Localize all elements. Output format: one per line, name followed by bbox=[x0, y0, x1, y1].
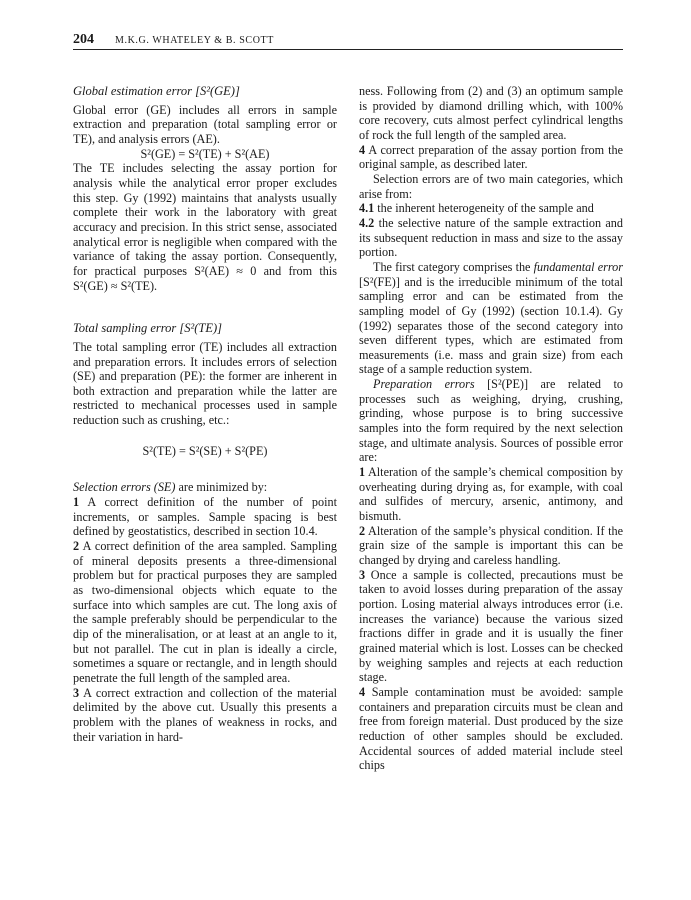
page-number: 204 bbox=[73, 32, 94, 47]
right-column bbox=[359, 84, 623, 773]
equation-ge: S²(GE) = S²(TE) + S²(AE) bbox=[140, 146, 270, 161]
paragraph-fundamental-error: The first category comprises the fundamental error [S²(FE)] and is the irreducible minimum of the total sampling error and can be estimated from the sampling model of Gy (1992) (section 10.1.4). Gy (1992) separates those of the second category into seven different types, which are estimated from measurements (i.e. mass and grain size) from each stage of a sample reduction system. bbox=[359, 259, 623, 377]
heading-total-sampling-error: Total sampling error [S²(TE)] bbox=[73, 321, 223, 336]
source-item-3: 3 Once a sample is collected, precautions must be taken to avoid losses during preparation of the assay portion. Losing material always introduces error (i.e. increases the variance) because the various sized fractions differ in grade and it is usually the finer grained material which is lost. Losses can be checked by weighing samples and rejects at each reduction stage. bbox=[359, 567, 623, 685]
paragraph-continuation: ness. Following from (2) and (3) an optimum sample is provided by diamond drilling which, with 100% core recovery, cuts almost perfect cylindrical lengths of rock the full length of the sampled area. bbox=[359, 84, 623, 142]
category-4-1: 4.1 the inherent heterogeneity of the sample and bbox=[359, 201, 594, 216]
source-item-2: 2 Alteration of the sample’s physical condition. If the grain size of the sample is important this can be changed by drying and careless handling. bbox=[359, 523, 623, 567]
list-item-1: 1 A correct definition of the number of point increments, or samples. Sample spacing is best defined by geostatistics, described in section 10.4. bbox=[73, 495, 337, 539]
header-rule bbox=[73, 49, 623, 50]
selection-errors-term: Selection errors (SE) bbox=[73, 480, 176, 495]
running-authors: M.K.G. WHATELEY & B. SCOTT bbox=[115, 35, 274, 46]
running-header bbox=[73, 26, 623, 50]
source-item-1: 1 Alteration of the sample’s chemical composition by overheating during drying as, for example, with coal and sulfides of mercury, arsenic, antimony, and bismuth. bbox=[359, 465, 623, 524]
fundamental-error-term: fundamental error bbox=[533, 259, 623, 274]
heading-global-estimation-error: Global estimation error [S²(GE)] bbox=[73, 84, 240, 98]
equation-te: S²(TE) = S²(SE) + S²(PE) bbox=[142, 443, 268, 458]
paragraph-preparation-errors: Preparation errors [S²(PE)] are related to processes such as weighing, drying, crushing, grinding, whose purpose is to bring successive samples into the form required by the next selection stage, and ultimate analysis. Sources of possible error are: bbox=[359, 377, 623, 465]
paragraph-global-error: Global error (GE) includes all errors in sample extraction and preparation (total sampling error or TE), and analysis errors (AE). bbox=[73, 102, 337, 146]
paragraph-selection-categories: Selection errors are of two main categories, which arise from: bbox=[359, 171, 623, 201]
left-column bbox=[73, 84, 337, 744]
list-item-2: 2 A correct definition of the area sampled. Sampling of mineral deposits presents a three-dimensional problem but for practical purposes they are sampled as two-dimensional objects which equate to the surface into which samples are cut. The long axis of the sample preferably should be perpendicular to the dip of the mineralisation, or at least at an angle to it, but not parallel. The cut in plan is ideally a circle, sometimes a square or rectangle, and in length should penetrate the full length of the sampled area. bbox=[73, 539, 337, 685]
source-item-4: 4 Sample contamination must be avoided: sample containers and preparation circuits must be clean and free from foreign material. Dust produced by the size reduction of other samples should be excluded. Accidental sources of added material include steel chips bbox=[359, 684, 623, 773]
preparation-errors-term: Preparation errors bbox=[373, 377, 475, 392]
list-item-3: 3 A correct extraction and collection of the material delimited by the above cut. Usually this presents a problem with the planes of weakness in rocks, and their variation in hard- bbox=[73, 685, 337, 744]
list-item-4: 4 A correct preparation of the assay portion from the original sample, as described later. bbox=[359, 142, 623, 172]
paragraph-total-sampling: The total sampling error (TE) includes all extraction and preparation errors. It includes errors of selection (SE) and preparation (PE): the former are inherent in both extraction and preparation while the latter are restricted to mechanical processes used in sample reduction such as crushing, etc.: bbox=[73, 339, 337, 428]
category-4-2: 4.2 the selective nature of the sample extraction and its subsequent reduction in mass and size to the assay portion. bbox=[359, 215, 623, 260]
paragraph-te: The TE includes selecting the assay portion for analysis while the analytical error proper excludes this step. Gy (1992) maintains that analysts usually complete their work in the laboratory with great accuracy and precision. In this strict sense, associated analytical error is negligible when compared with the variance of taking the assay portion. Consequently, for practical purposes S²(AE) ≈ 0 and from this S²(GE) ≈ S²(TE). bbox=[73, 161, 337, 293]
paragraph-selection-intro: Selection errors (SE) are minimized by: bbox=[73, 480, 268, 495]
